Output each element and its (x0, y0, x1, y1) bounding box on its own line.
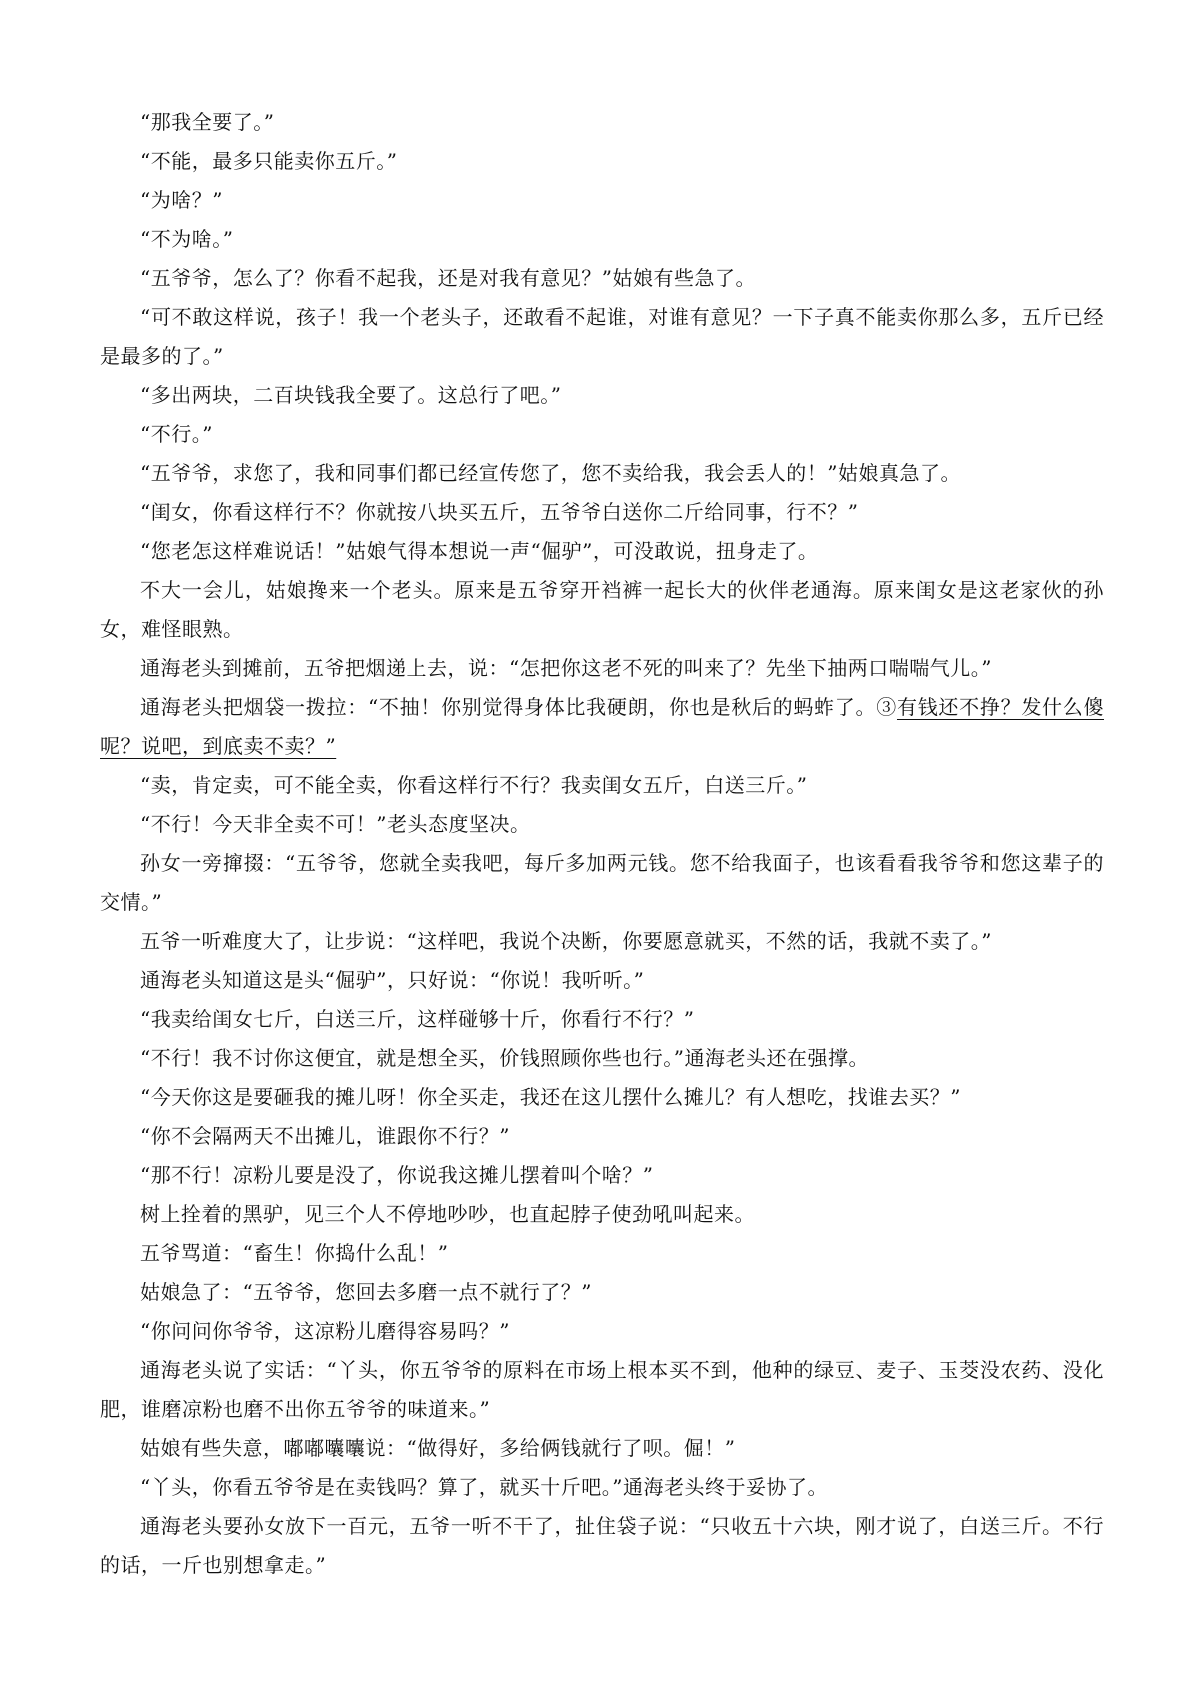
paragraph: “可不敢这样说，孩子！我一个老头子，还敢看不起谁，对谁有意见？一下子真不能卖你那么多，五斤已经是最多的了。” (100, 305, 1104, 368)
paragraph: 不大一会儿，姑娘搀来一个老头。原来是五爷穿开裆裤一起长大的伙伴老通海。原来闺女是这老家伙的孙女，难怪眼熟。 (100, 578, 1104, 641)
paragraph: “您老怎这样难说话！”姑娘气得本想说一声“倔驴”，可没敢说，扭身走了。 (140, 539, 819, 563)
paragraph: 树上拴着的黑驴，见三个人不停地吵吵，也直起脖子使劲吼叫起来。 (140, 1202, 755, 1226)
paragraph: 姑娘有些失意，嘟嘟囔囔说：“做得好，多给俩钱就行了呗。倔！” (140, 1436, 736, 1460)
paragraph: “五爷爷，怎么了？你看不起我，还是对我有意见？”姑娘有些急了。 (140, 266, 756, 290)
paragraph: 通海老头到摊前，五爷把烟递上去，说：“怎把你这老不死的叫来了？先坐下抽两口喘喘气儿。” (140, 656, 992, 680)
paragraph: 通海老头说了实话：“丫头，你五爷爷的原料在市场上根本买不到，他种的绿豆、麦子、玉茭没农药、没化肥，谁磨凉粉也磨不出你五爷爷的味道来。” (100, 1358, 1104, 1421)
paragraph: “多出两块，二百块钱我全要了。这总行了吧。” (140, 383, 562, 407)
paragraph: 孙女一旁撺掇：“五爷爷，您就全卖我吧，每斤多加两元钱。您不给我面子，也该看看我爷爷和您这辈子的交情。” (100, 851, 1104, 914)
paragraph-text: 通海老头把烟袋一拨拉：“不抽！你别觉得身体比我硬朗，你也是秋后的蚂蚱了。③ (140, 695, 897, 719)
paragraph: “不行！我不讨你这便宜，就是想全买，价钱照顾你些也行。”通海老头还在强撑。 (140, 1046, 869, 1070)
paragraph: “不行。” (140, 422, 213, 446)
paragraph: “卖，肯定卖，可不能全卖，你看这样行不行？我卖闺女五斤，白送三斤。” (140, 773, 808, 797)
paragraph: “丫头，你看五爷爷是在卖钱吗？算了，就买十斤吧。”通海老头终于妥协了。 (140, 1475, 828, 1499)
paragraph: “你问问你爷爷，这凉粉儿磨得容易吗？” (140, 1319, 510, 1343)
paragraph: 五爷骂道：“畜生！你捣什么乱！” (140, 1241, 449, 1265)
paragraph: “那不行！凉粉儿要是没了，你说我这摊儿摆着叫个啥？” (140, 1163, 654, 1187)
paragraph: “不为啥。” (140, 227, 234, 251)
paragraph: 五爷一听难度大了，让步说：“这样吧，我说个决断，你要愿意就买，不然的话，我就不卖了。” (140, 929, 992, 953)
paragraph: “你不会隔两天不出摊儿，谁跟你不行？” (140, 1124, 510, 1148)
paragraph: 通海老头知道这是头“倔驴”，只好说：“你说！我听听。” (140, 968, 645, 992)
paragraph: “为啥？” (140, 188, 223, 212)
paragraph: “不能，最多只能卖你五斤。” (140, 149, 398, 173)
paragraph: “五爷爷，求您了，我和同事们都已经宣传您了，您不卖给我，我会丢人的！”姑娘真急了。 (140, 461, 961, 485)
paragraph: “那我全要了。” (140, 110, 275, 134)
paragraph: “不行！今天非全卖不可！”老头态度坚决。 (140, 812, 531, 836)
paragraph: “今天你这是要砸我的摊儿呀！你全买走，我还在这儿摆什么摊儿？有人想吃，找谁去买？” (140, 1085, 961, 1109)
paragraph-with-underline (100, 688, 1104, 766)
paragraph: 姑娘急了：“五爷爷，您回去多磨一点不就行了？” (140, 1280, 592, 1304)
paragraph: “闺女，你看这样行不？你就按八块买五斤，五爷爷白送你二斤给同事，行不？” (140, 500, 859, 524)
underlined-sentence: 有钱还不挣？发什么傻呢？说吧，到底卖不卖？” (100, 695, 1104, 758)
paragraph: 通海老头要孙女放下一百元，五爷一听不干了，扯住袋子说：“只收五十六块，刚才说了，白送三斤。不行的话，一斤也别想拿走。” (100, 1514, 1104, 1577)
paragraph: “我卖给闺女七斤，白送三斤，这样碰够十斤，你看行不行？” (140, 1007, 695, 1031)
